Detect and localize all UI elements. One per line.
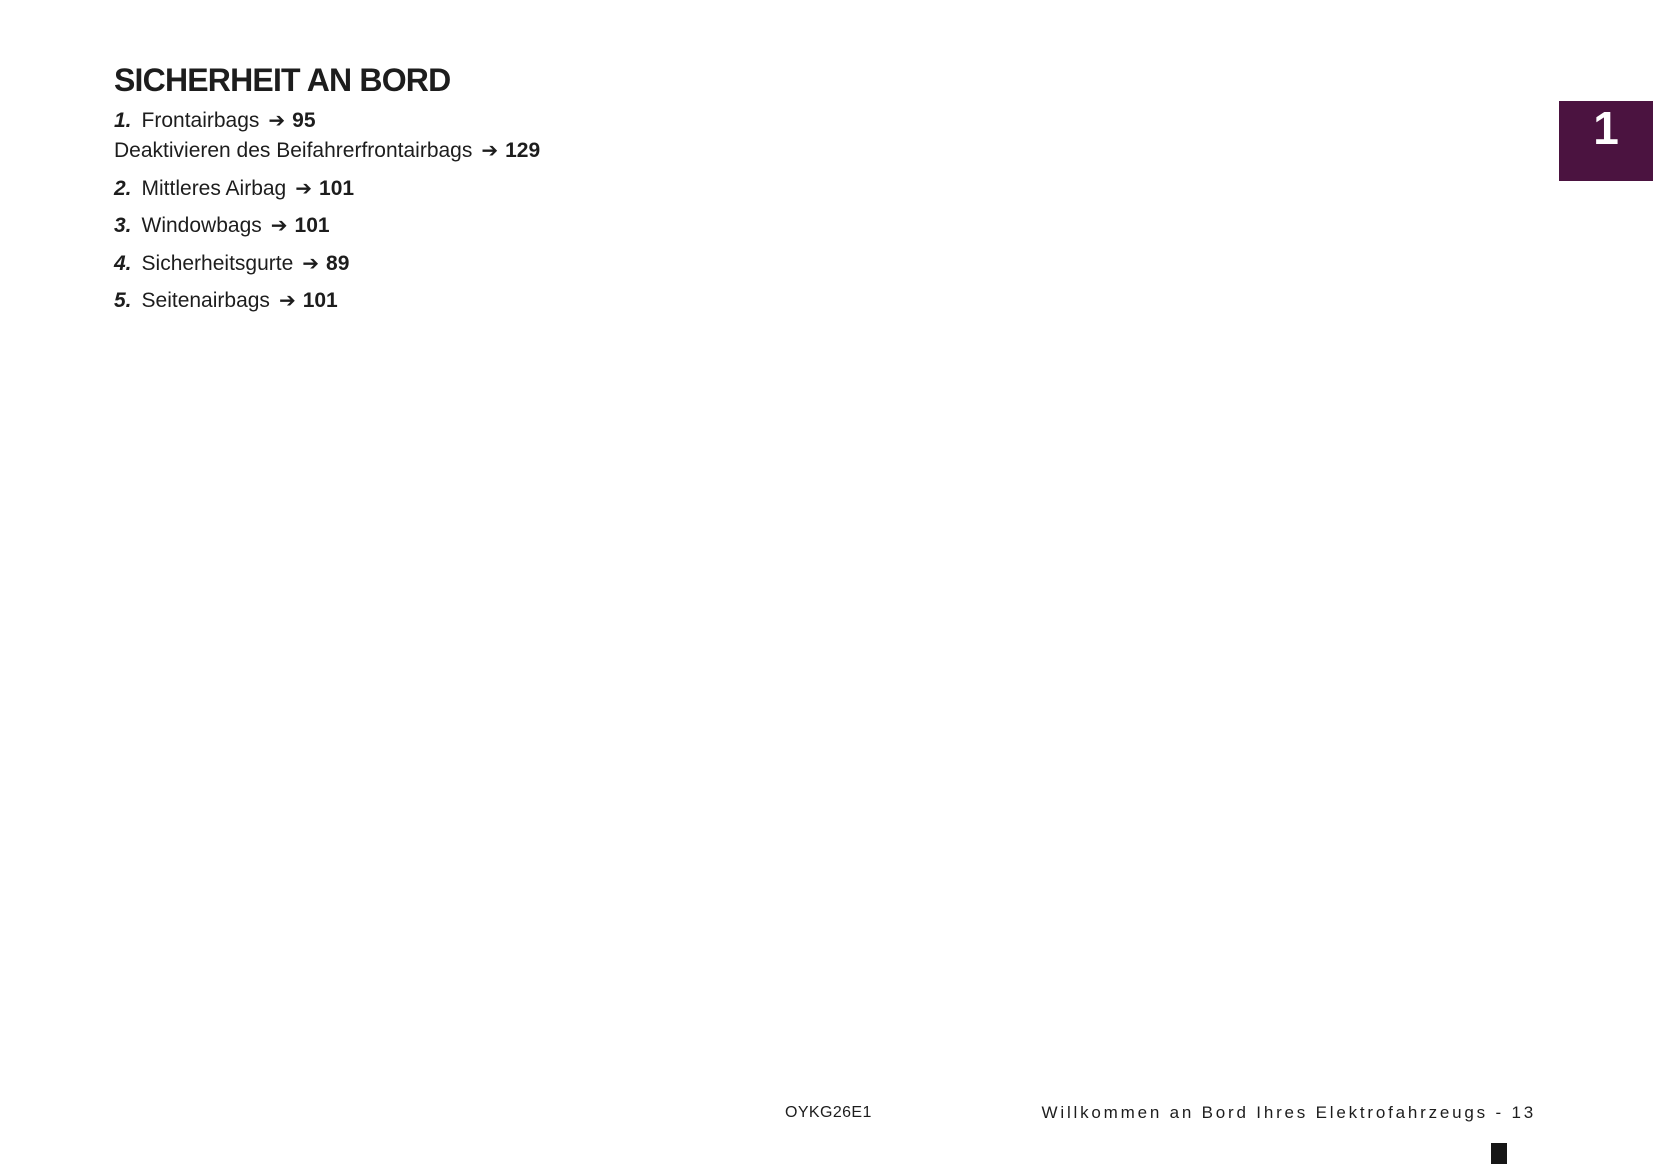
arrow-right-icon: ➔ bbox=[481, 138, 499, 162]
toc-item-label: Windowbags bbox=[141, 214, 262, 237]
toc-subitem-page-ref: 129 bbox=[505, 139, 541, 162]
toc-item-seitenairbags bbox=[114, 288, 338, 313]
toc-item-mittleres-airbag bbox=[114, 176, 354, 201]
toc-item-label: Sicherheitsgurte bbox=[141, 252, 294, 275]
toc-item-frontairbags bbox=[114, 108, 316, 133]
arrow-right-icon: ➔ bbox=[302, 251, 320, 275]
toc-item-sicherheitsgurte bbox=[114, 251, 349, 276]
toc-item-page-ref: 101 bbox=[294, 214, 330, 237]
page-end-marker bbox=[1491, 1143, 1507, 1164]
toc-item-number: 4. bbox=[114, 252, 132, 275]
toc-subitem-deaktivieren-beifahrerfrontairbags bbox=[114, 138, 540, 163]
page-title: SICHERHEIT AN BORD bbox=[114, 62, 451, 99]
toc-item-page-ref: 89 bbox=[326, 252, 350, 275]
toc-item-page-ref: 95 bbox=[292, 109, 316, 132]
chapter-tab-number: 1 bbox=[1593, 102, 1619, 154]
toc-subitem-label: Deaktivieren des Beifahrerfrontairbags bbox=[114, 139, 473, 162]
arrow-right-icon: ➔ bbox=[270, 213, 288, 237]
footer-document-code: OYKG26E1 bbox=[785, 1104, 872, 1121]
chapter-tab bbox=[1559, 101, 1653, 181]
arrow-right-icon: ➔ bbox=[268, 108, 286, 132]
toc-item-number: 3. bbox=[114, 214, 132, 237]
toc-item-number: 5. bbox=[114, 289, 132, 312]
arrow-right-icon: ➔ bbox=[278, 288, 296, 312]
toc-item-page-ref: 101 bbox=[302, 289, 338, 312]
toc-item-label: Frontairbags bbox=[141, 109, 260, 132]
toc-item-label: Mittleres Airbag bbox=[141, 177, 287, 200]
toc-item-page-ref: 101 bbox=[319, 177, 355, 200]
arrow-right-icon: ➔ bbox=[295, 176, 313, 200]
footer-chapter-title: Willkommen an Bord Ihres Elektrofahrzeugs - 13 bbox=[1041, 1103, 1536, 1122]
toc-item-number: 2. bbox=[114, 177, 132, 200]
toc-item-number: 1. bbox=[114, 109, 132, 132]
toc-item-label: Seitenairbags bbox=[141, 289, 270, 312]
toc-item-windowbags bbox=[114, 213, 330, 238]
